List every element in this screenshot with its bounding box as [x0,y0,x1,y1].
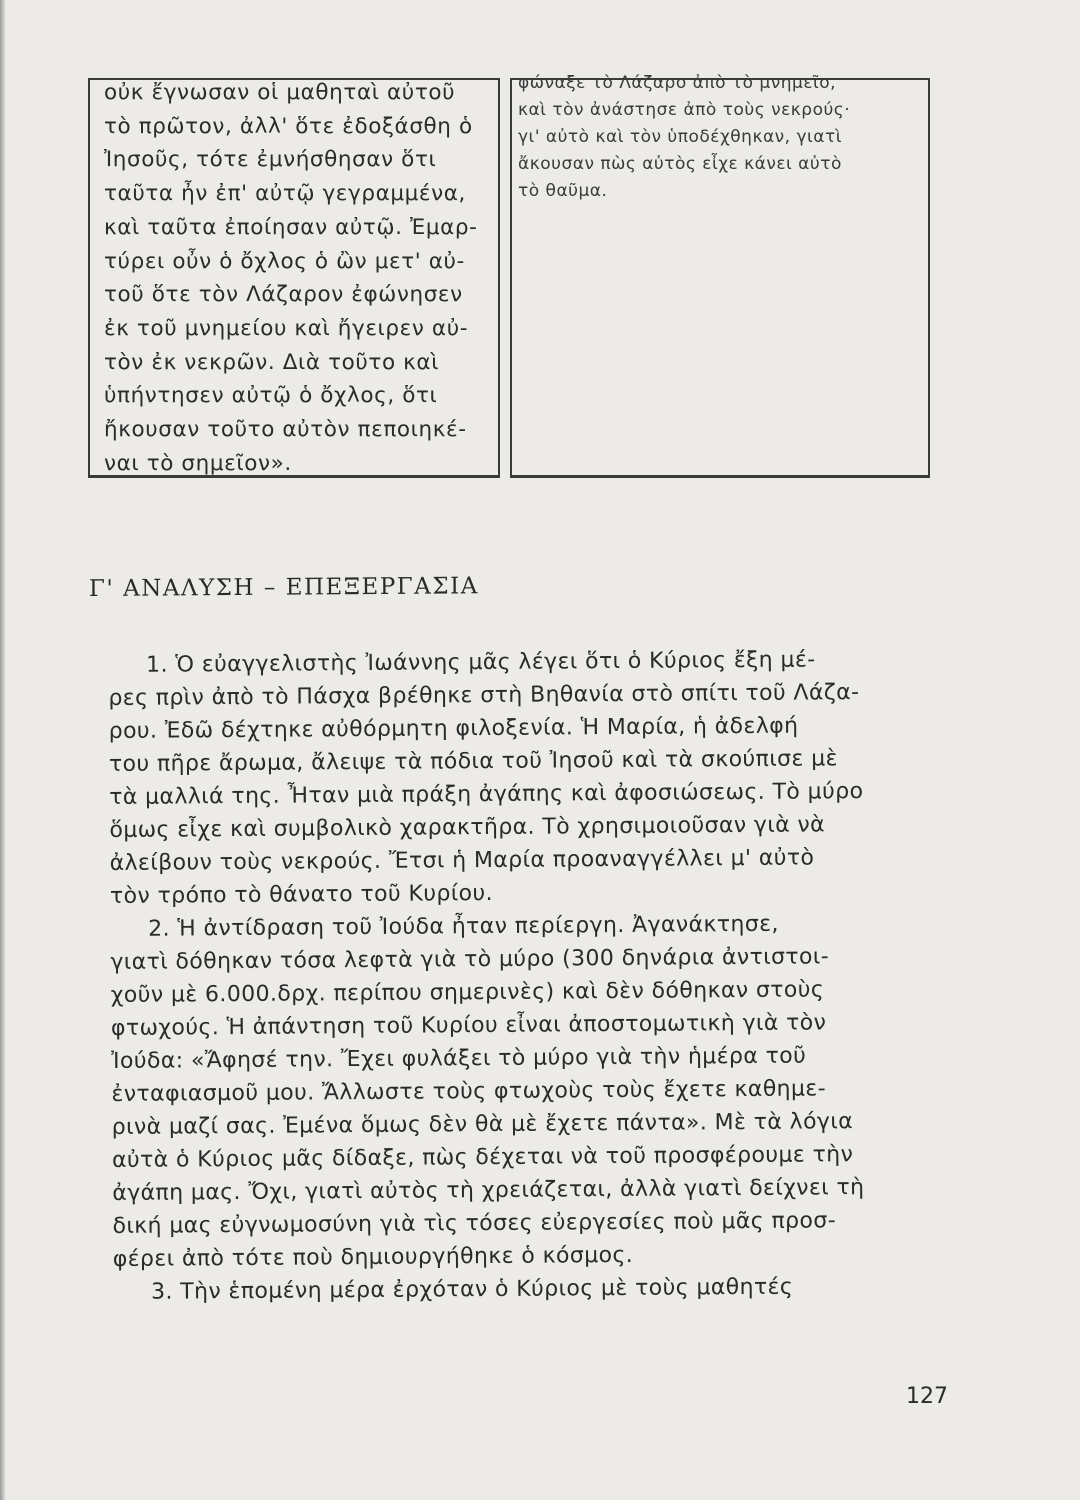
text-line: ταῦτα ἦν ἐπ' αὐτῷ γεγραμμένα, [104,181,466,207]
text-line: καὶ ταῦτα ἐποίησαν αὐτῷ. Ἐμαρ- [104,214,478,240]
text-line: γι' αὐτὸ καὶ τὸν ὑποδέχθηκαν, γιατὶ [518,127,842,147]
paragraph-2-line: χοῦν μὲ 6.000.δρχ. περίπου σημερινὲς) καὶ δὲν δόθηκαν στοὺς [110,977,825,1008]
paragraph-2-line: ἐνταφιασμοῦ μου. Ἄλλωστε τοὺς φτωχοὺς τοὺς ἔχετε καθημε- [111,1076,827,1107]
paragraph-1-line: ρες πρὶν ἀπὸ τὸ Πάσχα βρέθηκε στὴ Βηθανία στὸ σπίτι τοῦ Λάζα- [108,680,860,711]
paragraph-2-line: ρινὰ μαζί σας. Ἐμένα ὅμως δὲν θὰ μὲ ἔχετε πάντα». Μὲ τὰ λόγια [111,1109,854,1140]
paragraph-2-line: φέρει ἀπὸ τότε ποὺ δημιουργήθηκε ὁ κόσμος. [112,1242,634,1272]
text-line: τὸ πρῶτον, ἀλλ' ὅτε ἐδοξάσθη ὁ [104,113,473,139]
paragraph-2-line: δική μας εὐγνωμοσύνη γιὰ τὶς τόσες εὐεργεσίες ποὺ μᾶς προσ- [112,1208,837,1239]
text-line: ἐκ τοῦ μνημείου καὶ ἤγειρεν αὐ- [104,315,469,341]
text-line: καὶ τὸν ἀνάστησε ἀπὸ τοὺς νεκρούς· [518,100,851,120]
paragraph-1-line: 1. Ὁ εὐαγγελιστὴς Ἰωάννης μᾶς λέγει ὅτι ὁ Κύριος ἔξη μέ- [146,647,816,678]
paragraph-2-line: ἀγάπη μας. Ὄχι, γιατὶ αὐτὸς τὴ χρειάζεται, ἀλλὰ γιατὶ δείχνει τὴ [112,1175,865,1206]
text-line: Ἰησοῦς, τότε ἐμνήσθησαν ὅτι [104,147,437,173]
modern-greek-translation [518,70,918,205]
paragraph-2-line: γιατὶ δόθηκαν τόσα λεφτὰ γιὰ τὸ μύρο (300 δηνάρια ἀντιστοι- [110,944,830,975]
paragraph-1-line: τὸν τρόπο τὸ θάνατο τοῦ Κυρίου. [109,880,494,909]
text-line: τύρει οὖν ὁ ὄχλος ὁ ὢν μετ' αὐ- [104,248,465,274]
text-line: φώναξε τὸ Λάζαρο ἀπὸ τὸ μνημεῖο, [518,73,837,93]
section-heading: Γ' ΑΝΑΛΥΣΗ – ΕΠΕΞΕΡΓΑΣΙΑ [88,573,479,602]
text-line: τοῦ ὅτε τὸν Λάζαρον ἐφώνησεν [104,282,463,308]
analysis-body-text [108,642,953,1309]
text-line: ἄκουσαν πὼς αὐτὸς εἶχε κάνει αὐτὸ [518,154,842,174]
paragraph-1-line: τὰ μαλλιά της. Ἦταν μιὰ πράξη ἀγάπης καὶ ἀφοσιώσεως. Τὸ μύρο [109,779,864,810]
paragraph-3-line: 3. Τὴν ἑπομένη μέρα ἐρχόταν ὁ Κύριος μὲ τοὺς μαθητές [150,1274,794,1305]
paragraph-1-line: ὅμως εἶχε καὶ συμβολικὸ χαρακτῆρα. Τὸ χρησιμοιοῦσαν γιὰ νὰ [109,812,826,843]
paragraph-1-line: ρου. Ἐδῶ δέχτηκε αὐθόρμητη φιλοξενία. Ἡ Μαρία, ἡ ἀδελφή [108,713,799,744]
text-line: ναι τὸ σημεῖον». [104,450,292,476]
page-binding-edge [0,0,6,1500]
paragraph-2-line: 2. Ἡ ἀντίδραση τοῦ Ἰούδα ἦταν περίεργη. Ἀγανάκτησε, [148,911,779,942]
paragraph-2-line: αὐτὰ ὁ Κύριος μᾶς δίδαξε, πὼς δέχεται νὰ τοῦ προσφέρουμε τὴν [111,1142,854,1173]
page-number: 127 [906,1384,948,1409]
paragraph-2-line: Ἰούδα: «Ἄφησέ την. Ἔχει φυλάξει τὸ μύρο γιὰ τὴν ἡμέρα τοῦ [111,1043,807,1074]
text-line: τὸν ἐκ νεκρῶν. Διὰ τοῦτο καὶ [104,349,440,375]
paragraph-2-line: φτωχούς. Ἡ ἀπάντηση τοῦ Κυρίου εἶναι ἀποστομωτικὴ γιὰ τὸν [110,1010,827,1041]
text-line: ὑπήντησεν αὐτῷ ὁ ὄχλος, ὅτι [104,383,438,409]
text-line: ἤκουσαν τοῦτο αὐτὸν πεποιηκέ- [104,417,467,443]
paragraph-1-line: του πῆρε ἄρωμα, ἄλειψε τὰ πόδια τοῦ Ἰησοῦ καὶ τὰ σκούπισε μὲ [108,746,838,777]
text-line: οὐκ ἔγνωσαν οἱ μαθηταὶ αὐτοῦ [104,80,456,105]
paragraph-1-line: ἀλείβουν τοὺς νεκρούς. Ἔτσι ἡ Μαρία προαναγγέλλει μ' αὐτὸ [109,845,815,876]
ancient-greek-text [104,76,494,480]
text-line: τὸ θαῦμα. [518,181,608,201]
